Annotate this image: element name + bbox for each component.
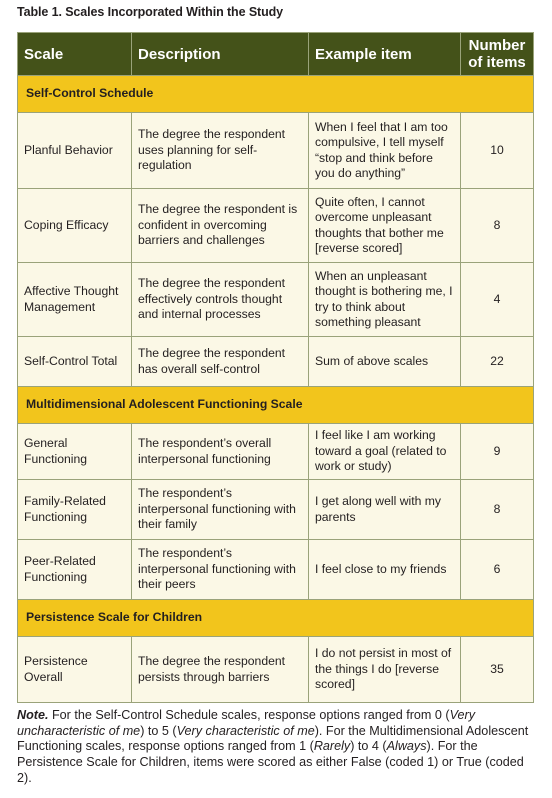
example-cell: I feel like I am working toward a goal (related to work or study) [309,424,461,480]
scale-cell: Family-Related Functioning [18,480,132,540]
description-cell: The degree the respondent is confident in overcoming barriers and challenges [132,189,309,263]
scale-cell: Affective Thought Management [18,263,132,337]
scale-cell: Planful Behavior [18,113,132,189]
table-row [18,113,534,189]
example-cell: Sum of above scales [309,337,461,387]
note-text-2: ) to 5 ( [140,723,177,738]
note-text-4: ) to 4 ( [350,739,387,754]
count-cell: 8 [461,189,534,263]
scale-cell: Coping Efficacy [18,189,132,263]
count-cell: 9 [461,424,534,480]
header-count-line1: Number [468,37,526,54]
table-note [17,708,537,787]
table-row [18,189,534,263]
header-example: Example item [309,33,461,76]
scales-table [17,32,534,703]
note-text-1: For the Self-Control Schedule scales, response options ranged from 0 ( [48,708,450,722]
table-row [18,540,534,600]
header-row [18,33,534,76]
example-cell: Quite often, I cannot overcome unpleasant thoughts that bother me [reverse scored] [309,189,461,263]
example-cell: I do not persist in most of the things I do [reverse scored] [309,637,461,703]
section-row [18,600,534,637]
count-cell: 6 [461,540,534,600]
note-italic-3: Rarely [313,739,351,754]
table-row [18,263,534,337]
table-row [18,637,534,703]
description-cell: The respondent’s interpersonal functioning with their family [132,480,309,540]
scale-cell: Self-Control Total [18,337,132,387]
section-title: Persistence Scale for Children [18,600,534,637]
count-cell: 35 [461,637,534,703]
description-cell: The respondent’s interpersonal functioning with their peers [132,540,309,600]
table-row [18,337,534,387]
header-description: Description [132,33,309,76]
header-scale: Scale [18,33,132,76]
example-cell: When an unpleasant thought is bothering me, I try to think about something pleasant [309,263,461,337]
count-cell: 4 [461,263,534,337]
count-cell: 22 [461,337,534,387]
example-cell: I get along well with my parents [309,480,461,540]
table-row [18,480,534,540]
header-count-line2: of items [468,54,526,71]
description-cell: The degree the respondent uses planning for self-regulation [132,113,309,189]
note-text-5: ). For the Persistence Scale for Children, items were scored as either False (coded 1) or True (coded 2). [17,739,524,785]
example-cell: I feel close to my friends [309,540,461,600]
scale-cell: General Functioning [18,424,132,480]
note-text-3: ). For the Multidimensional Adolescent Functioning scales, response options ranged from 1 ( [17,723,529,754]
count-cell: 10 [461,113,534,189]
section-row [18,387,534,424]
table-caption: Table 1. Scales Incorporated Within the Study [17,5,284,19]
note-italic-4: Always [386,739,427,754]
note-italic-1: Very uncharacteristic of me [17,708,476,738]
description-cell: The degree the respondent persists through barriers [132,637,309,703]
description-cell: The degree the respondent effectively controls thought and internal processes [132,263,309,337]
section-row [18,76,534,113]
note-italic-2: Very characteristic of me [176,723,315,738]
header-count [461,33,534,76]
scale-cell: Peer-Related Functioning [18,540,132,600]
section-title: Multidimensional Adolescent Functioning Scale [18,387,534,424]
description-cell: The respondent’s overall interpersonal functioning [132,424,309,480]
table-row [18,424,534,480]
section-title: Self-Control Schedule [18,76,534,113]
description-cell: The degree the respondent has overall self-control [132,337,309,387]
note-label: Note. [17,708,49,722]
example-cell: When I feel that I am too compulsive, I tell myself “stop and think before you do anything” [309,113,461,189]
scale-cell: Persistence Overall [18,637,132,703]
count-cell: 8 [461,480,534,540]
